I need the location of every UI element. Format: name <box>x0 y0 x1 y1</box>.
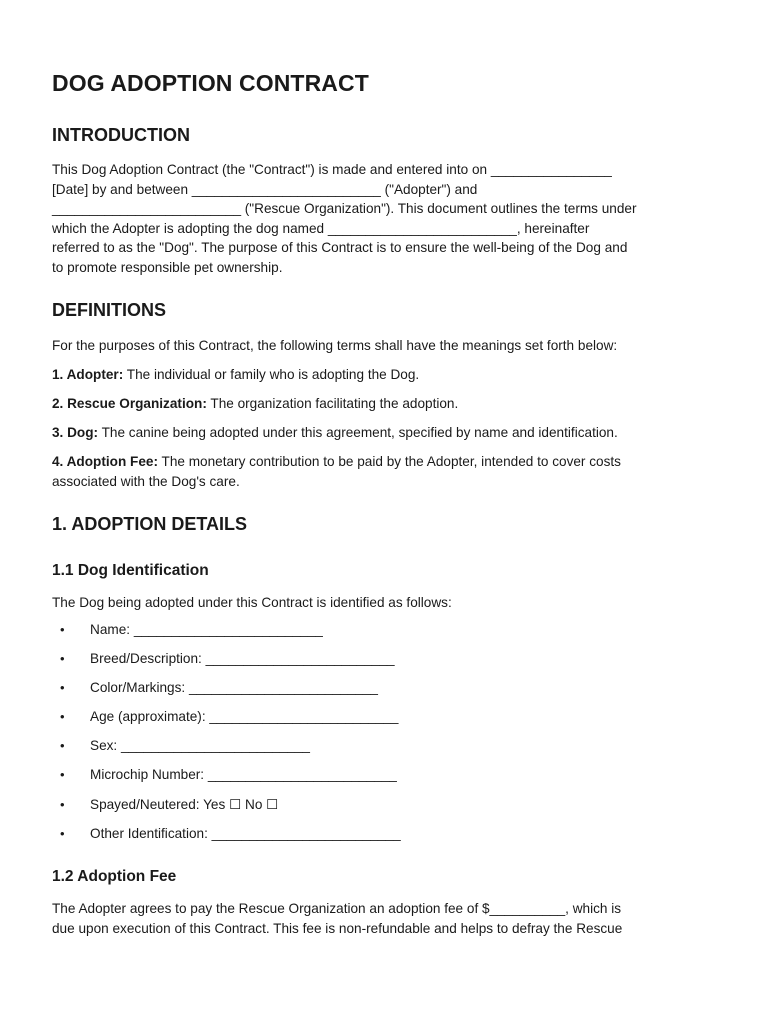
intro-line: which the Adopter is adopting the dog named _________________________, hereinafter <box>52 220 590 236</box>
dog-identification-intro: The Dog being adopted under this Contract is identified as follows: <box>52 595 452 610</box>
field-color: Color/Markings: _________________________ <box>90 680 378 696</box>
definitions-heading: DEFINITIONS <box>52 300 167 320</box>
definition-text: associated with the Dog's care. <box>52 473 240 489</box>
definition-item <box>52 394 722 414</box>
definition-term: 1. Adopter: <box>52 367 124 382</box>
bullet-icon: • <box>60 738 65 754</box>
bullet-icon: • <box>60 709 65 725</box>
document-title: DOG ADOPTION CONTRACT <box>52 70 369 96</box>
definition-term: 4. Adoption Fee: <box>52 454 158 469</box>
field-spayed-neutered: Spayed/Neutered: Yes ☐ No ☐ <box>90 796 279 812</box>
intro-line: [Date] by and between _________________________ ("Adopter") and <box>52 181 478 197</box>
fee-line: due upon execution of this Contract. This fee is non-refundable and helps to defray the Rescue <box>52 920 623 936</box>
field-sex: Sex: _________________________ <box>90 738 310 754</box>
fee-line: The Adopter agrees to pay the Rescue Organization an adoption fee of $__________, which is <box>52 901 622 916</box>
bullet-icon: • <box>60 796 65 812</box>
definition-text: The individual or family who is adopting the Dog. <box>123 367 420 382</box>
introduction-heading: INTRODUCTION <box>52 125 190 145</box>
list-item <box>52 649 722 678</box>
list-item <box>52 736 722 765</box>
dog-identification-list <box>52 620 722 853</box>
adoption-fee-heading: 1.2 Adoption Fee <box>52 868 177 885</box>
list-item <box>52 678 722 707</box>
dog-identification-heading: 1.1 Dog Identification <box>52 562 209 579</box>
adoption-fee-paragraph <box>52 899 722 938</box>
bullet-icon: • <box>60 680 65 696</box>
definitions-intro: For the purposes of this Contract, the following terms shall have the meanings set forth below: <box>52 338 618 353</box>
field-name: Name: _________________________ <box>90 622 323 637</box>
definition-text: The monetary contribution to be paid by the Adopter, intended to cover costs <box>157 454 621 469</box>
field-microchip: Microchip Number: _________________________ <box>90 767 397 783</box>
list-item <box>52 707 722 736</box>
definition-text: The organization facilitating the adoption. <box>206 396 459 411</box>
definition-term: 2. Rescue Organization: <box>52 396 207 411</box>
field-age: Age (approximate): _________________________ <box>90 709 399 725</box>
intro-line: This Dog Adoption Contract (the "Contract") is made and entered into on ________________ <box>52 162 612 177</box>
bullet-icon: • <box>60 651 65 667</box>
bullet-icon: • <box>60 622 65 637</box>
introduction-paragraph <box>52 160 722 278</box>
intro-line: _________________________ ("Rescue Organization"). This document outlines the terms under <box>52 201 637 217</box>
list-item <box>52 765 722 794</box>
definition-item <box>52 365 722 385</box>
definition-term: 3. Dog: <box>52 425 99 440</box>
definition-item <box>52 423 722 443</box>
field-breed: Breed/Description: _________________________ <box>90 651 395 667</box>
definition-item <box>52 452 722 491</box>
list-item <box>52 824 722 853</box>
field-other-identification: Other Identification: _________________________ <box>90 825 401 841</box>
list-item <box>52 795 722 824</box>
intro-line: referred to as the "Dog". The purpose of this Contract is to ensure the well-being of the Dog and <box>52 240 628 256</box>
definition-text: The canine being adopted under this agreement, specified by name and identification. <box>98 425 618 440</box>
adoption-details-heading: 1. ADOPTION DETAILS <box>52 514 248 534</box>
intro-line: to promote responsible pet ownership. <box>52 259 283 275</box>
list-item <box>52 620 722 649</box>
bullet-icon: • <box>60 767 65 783</box>
bullet-icon: • <box>60 825 65 841</box>
